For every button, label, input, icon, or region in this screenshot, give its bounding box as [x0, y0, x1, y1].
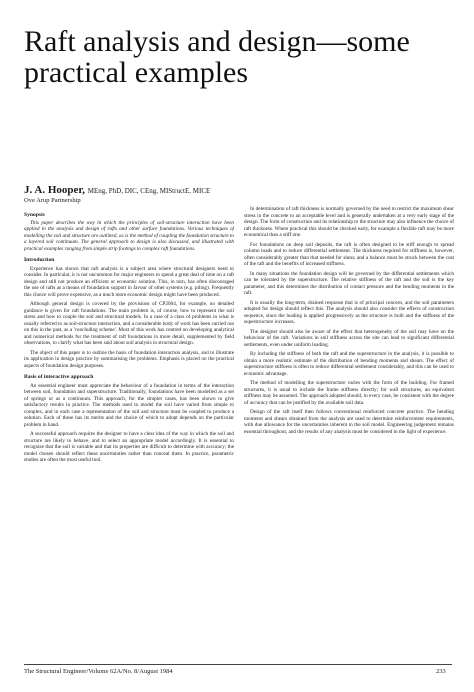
left-column [24, 212, 234, 662]
body-paragraph: In determination of raft thickness is normally governed by the need to restrict the maximum shear stress in the concrete to an acceptable level and is generally undertaken at a very early stage of the design. The form of construction and its relationship to the structure may also influence the choice of raft thickness. Where practical this should be checked early, for example a flexible raft may be more economical than a stiff one. [244, 206, 454, 238]
page-number: 233 [436, 668, 446, 675]
body-paragraph: In many situations the foundation design will be governed by the differential settlements which can be tolerated by the superstructure. The relative stiffness of the raft and the soil is the key parameter, and this determines the distribution of contact pressure and the bending moments in the raft. [244, 270, 454, 296]
body-paragraph: Design of the raft itself then follows conventional reinforced concrete practice. The bending moments and shears obtained from the analysis are used to determine reinforcement requirements, with due allowance for the uncertainties inherent in the soil model. Engineering judgement remains essential throughout, and the results of any analysis must be considered in the light of experience. [244, 409, 454, 435]
body-paragraph: It is usually the long-term, drained response that is of principal concern, and the soil parameters adopted for design should reflect this. The analysis should also consider the effects of construction sequence, since the loading is applied progressively as the structure is built and the stiffness of the superstructure increases. [244, 299, 454, 325]
section-heading-basis: Basis of interactive approach [24, 374, 94, 380]
body-paragraph: For foundations on deep soil deposits, the raft is often designed to be stiff enough to spread column loads and to reduce differential settlement. The thickness required for stiffness is, however, often considerably greater than that needed for shear, and a balance must be struck between the cost of the raft and the benefits of increased stiffness. [244, 241, 454, 267]
section-heading-introduction: Introduction [24, 257, 55, 263]
intro-paragraph: The object of this paper is to outline the basis of foundation interaction analysis, and to illustrate its application in design practice by summarising the problems. Emphasis is placed on the practical aspects of foundation design purposes. [24, 349, 234, 369]
author-name: J. A. Hooper, [24, 184, 86, 196]
basis-paragraph: An essential engineer must appreciate the behaviour of a foundation in terms of the interaction between soil, foundation and superstructure. Traditionally, foundations have been modelled as a set of springs or as a continuum. This approach, for the simpler cases, has been shown to give satisfactory results in practice. The methods used to model the soil have varied from simple to complex, and in each case a representation of the soil and structure must be coupled to produce a solution. Each of these has its merits and the choice of which to adopt depends on the particular problem in hand. [24, 382, 234, 428]
right-column [244, 206, 454, 662]
footer-rule [24, 664, 452, 665]
synopsis-text: This paper describes the way in which the principles of soil-structure interaction have been applied in the analysis and design of rafts and other surface foundations. Various techniques of modelling the soil and structure are outlined, as is the method of coupling the foundation structure to a layered soil continuum. The general approach to design is also discussed, and illustrated with practical examples ranging from simple strip footings to complex raft foundations. [24, 219, 234, 252]
synopsis-heading: Synopsis [24, 212, 45, 218]
author-affiliation: Ove Arup Partnership [24, 197, 81, 204]
basis-paragraph: A successful approach requires the designer to have a clear idea of the way in which the soil and structure are likely to behave, and to select an appropriate model accordingly. It is essential to recognise that the soil is variable and that its properties are difficult to determine with accuracy; the model chosen should reflect these uncertainties rather than conceal them. In practice, parametric studies are often the most useful tool. [24, 431, 234, 463]
intro-paragraph: Although general design is covered by the provisions of CP2004, for example, no detailed guidance is given for raft foundations. The main problem is, of course, how to represent the soil stress and how to couple the soil and structural models. In a case of a class of problems in what is usually referred to as soil-structure interaction, and a considerable body of work has been carried out on this in the past, as a 'concluding scheme'. Most of this work has centred on developing analytical and numerical methods for the treatment of raft foundations in more detail, supplemented by field observations, to clarify what has been said about soil analysis in structural design. [24, 301, 234, 346]
intro-paragraph: Experience has shown that raft analysis is a subject area where structural designers need to consider. In particular, it is not uncommon for major engineers to spend a great deal of time on a raft design and still not produce an efficient or economic solution. This, in turn, has often discouraged the use of rafts as a means of foundation support in favour of other systems (e.g. piling). Frequently this choice will prove expensive, as a much more economic design might have been produced. [24, 265, 234, 298]
body-paragraph: The designer should also be aware of the effect that heterogeneity of the soil may have on the behaviour of the raft. Variations in soil stiffness across the site can lead to significant differential settlements, even under uniform loading. [244, 328, 454, 348]
author-qualifications: MEng, PhD, DIC, CEng, MIStructE, MICE [87, 187, 211, 195]
body-paragraph: By including the stiffness of both the raft and the superstructure in the analysis, it is possible to obtain a more realistic estimate of the distribution of bending moments and shears. The effect of superstructure stiffness is often to reduce differential settlement considerably, and this can be used to economic advantage. [244, 351, 454, 377]
article-title: Raft analysis and design—some practical examples [24, 25, 410, 89]
author-byline [24, 184, 210, 196]
body-paragraph: The method of modelling the superstructure varies with the form of the building. For framed structures, it is usual to include the frame stiffness directly; for wall structures, an equivalent stiffness may be assumed. The approach adopted should, in every case, be consistent with the degree of accuracy that can be justified by the available soil data. [244, 380, 454, 406]
journal-citation: The Structural Engineer/Volume 62A/No. 8/August 1984 [24, 668, 173, 675]
